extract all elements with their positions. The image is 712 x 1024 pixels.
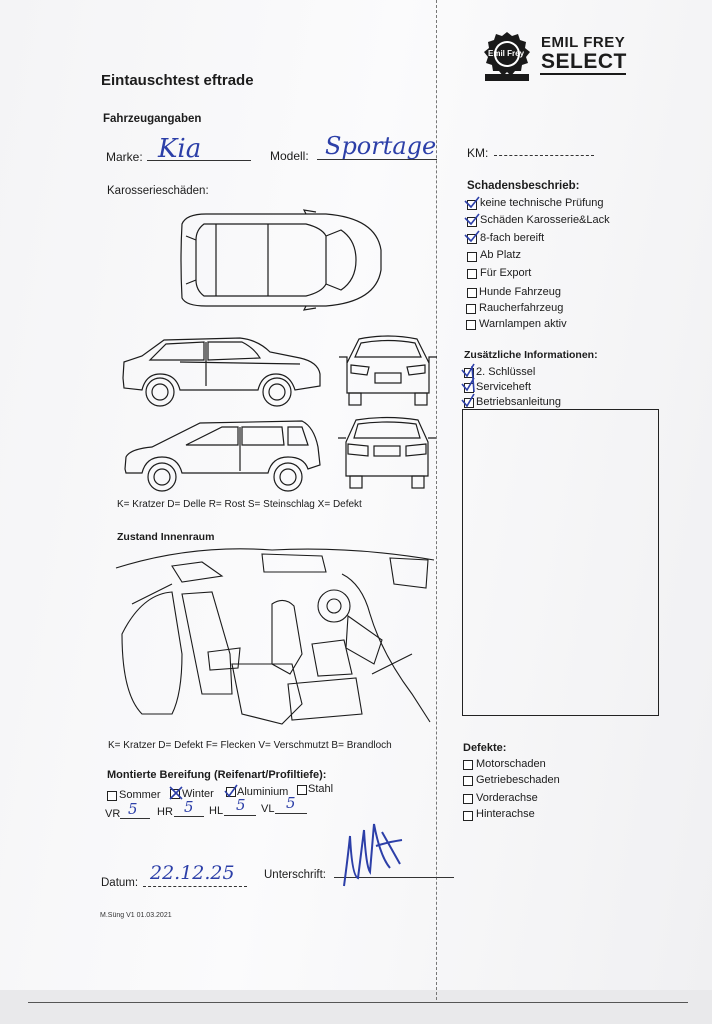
brand-select: SELECT [541, 50, 627, 73]
hunde-fahrzeug-label: Hunde Fahrzeug [479, 286, 561, 298]
brand-underline [540, 73, 626, 75]
brand-name: EMIL FREY [541, 34, 626, 51]
date-label: Datum: [101, 877, 139, 889]
defects-title: Defekte: [463, 742, 507, 754]
date-field-line[interactable] [143, 886, 247, 887]
depth-hl-label: HL [209, 805, 224, 817]
warnlampen-label: Warnlampen aktiv [479, 318, 567, 330]
depth-hr-line[interactable] [174, 816, 204, 817]
serviceheft-label: Serviceheft [476, 381, 532, 393]
depth-vl-label: VL [261, 803, 275, 815]
car-front-view-icon [339, 333, 437, 407]
hinterachse-checkbox[interactable] [463, 811, 473, 821]
depth-hr-label: HR [157, 806, 173, 818]
km-label: KM: [467, 146, 489, 160]
depth-vr-label: VR [105, 808, 121, 820]
getriebeschaden-checkbox[interactable] [463, 776, 473, 786]
vehicle-section-title: Fahrzeugangaben [103, 113, 202, 125]
tire-sommer-label: Sommer [119, 789, 161, 801]
body-damage-title: Karosserieschäden: [107, 185, 209, 197]
raucherfahrzeug-label: Raucherfahrzeug [479, 302, 564, 314]
signature-label: Unterschrift: [264, 869, 326, 881]
marke-value[interactable]: Kia [158, 134, 202, 164]
body-damage-legend: K= Kratzer D= Delle R= Rost S= Steinschlag X= Defekt [117, 499, 362, 510]
ab-platz-checkbox[interactable] [467, 252, 477, 262]
depth-hl-line[interactable] [224, 815, 256, 816]
tire-stahl-checkbox[interactable] [297, 785, 307, 795]
car-top-view-icon [176, 210, 384, 312]
form-title: Eintauschtest eftrade [101, 72, 254, 89]
vorderachse-checkbox[interactable] [463, 794, 473, 804]
tire-winter-label: Winter [182, 788, 214, 800]
car-side-view-icon-2 [122, 417, 322, 493]
keine-pruefung-label: keine technische Prüfung [480, 197, 604, 209]
betriebsanleitung-label: Betriebsanleitung [476, 396, 562, 408]
modell-label: Modell: [270, 149, 309, 163]
raucherfahrzeug-checkbox[interactable] [466, 304, 476, 314]
tire-aluminium-label: Aluminium [237, 786, 289, 798]
damage-description-title: Schadensbeschrieb: [467, 180, 580, 192]
checkmark-icon [462, 195, 482, 247]
achtfach-bereift-label: 8-fach bereift [480, 232, 545, 244]
signature-icon [340, 816, 404, 894]
km-field-line[interactable] [494, 155, 594, 156]
fuer-export-checkbox[interactable] [467, 269, 477, 279]
car-rear-view-icon [338, 416, 436, 490]
notes-box[interactable] [462, 409, 659, 716]
paper-bottom-edge [0, 990, 712, 1024]
tires-title: Montierte Bereifung (Reifenart/Profiltiefe): [107, 769, 327, 781]
bottom-rule [28, 1002, 688, 1003]
ab-platz-label: Ab Platz [480, 249, 521, 261]
tire-sommer-checkbox[interactable] [107, 791, 117, 801]
additional-info-title: Zusätzliche Informationen: [464, 349, 598, 361]
marke-label: Marke: [106, 150, 143, 164]
depth-vl-line[interactable] [275, 813, 307, 814]
hunde-fahrzeug-checkbox[interactable] [467, 288, 477, 298]
getriebeschaden-label: Getriebeschaden [476, 774, 560, 786]
date-value[interactable]: 22.12.25 [150, 862, 235, 884]
depth-vr-line[interactable] [120, 818, 150, 819]
tire-stahl-label: Stahl [308, 783, 334, 795]
form-version: M.Süng V1 01.03.2021 [100, 912, 172, 919]
checkmark-icon [169, 786, 183, 800]
modell-value[interactable]: Sportage [325, 132, 437, 160]
depth-vr-value[interactable]: 5 [128, 800, 138, 818]
interior-legend: K= Kratzer D= Defekt F= Flecken V= Verschmutzt B= Brandloch [108, 740, 392, 751]
motorschaden-checkbox[interactable] [463, 760, 473, 770]
depth-hl-value[interactable]: 5 [236, 796, 246, 814]
zweiter-schluessel-label: 2. Schlüssel [476, 366, 536, 378]
hinterachse-label: Hinterachse [476, 808, 535, 820]
motorschaden-label: Motorschaden [476, 758, 546, 770]
warnlampen-checkbox[interactable] [466, 320, 476, 330]
schaeden-karosserie-label: Schäden Karosserie&Lack [480, 214, 610, 226]
vorderachse-label: Vorderachse [476, 792, 538, 804]
interior-title: Zustand Innenraum [117, 531, 215, 543]
checkmark-icon [458, 362, 478, 410]
fuer-export-label: Für Export [480, 267, 532, 279]
depth-hr-value[interactable]: 5 [184, 798, 194, 816]
car-side-view-icon [120, 334, 322, 408]
depth-vl-value[interactable]: 5 [286, 794, 296, 812]
car-interior-drawing-icon [112, 544, 438, 734]
logo-emblem-text: Emil Frey [488, 49, 525, 58]
